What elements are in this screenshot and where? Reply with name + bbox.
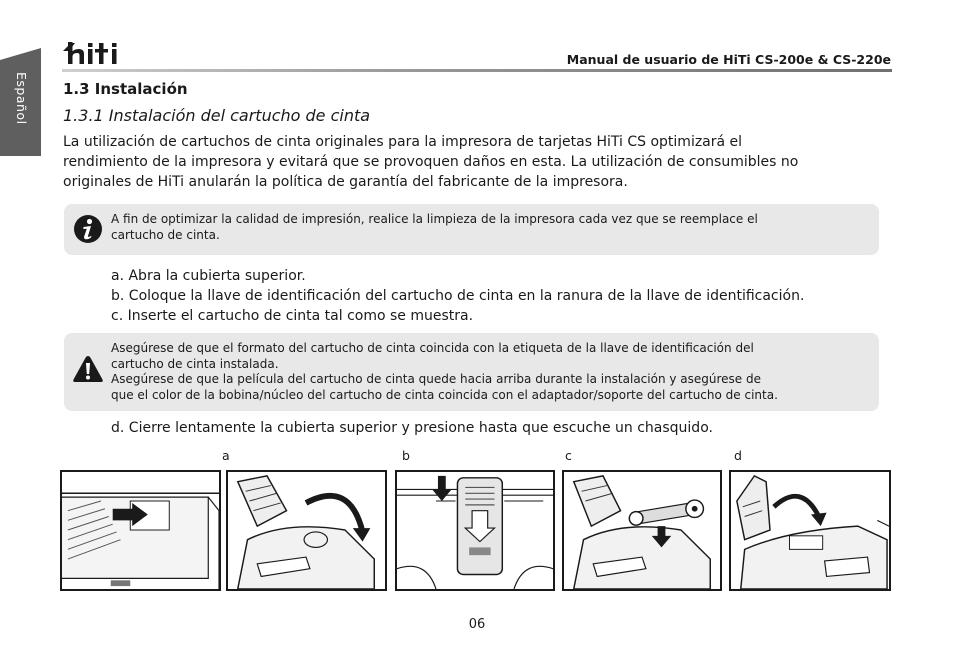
- warning-note-line: Asegúrese de que la película del cartucho de cinta quede hacia arriba durante la instalación y asegúrese de: [111, 372, 761, 386]
- illustration-printer-top: [60, 470, 221, 591]
- header-rule: [62, 69, 892, 72]
- illustration-insert-ribbon: [562, 470, 722, 591]
- step-b: b. Coloque la llave de identificación del cartucho de cinta en la ranura de la llave de identificación.: [111, 288, 805, 304]
- manual-title: Manual de usuario de HiTi CS-200e & CS-220e: [566, 52, 891, 67]
- language-tab-label: Español: [14, 72, 29, 125]
- step-d: d. Cierre lentamente la cubierta superior y presione hasta que escuche un chasquido.: [111, 420, 713, 436]
- step-a: a. Abra la cubierta superior.: [111, 268, 306, 284]
- info-note-line: cartucho de cinta.: [111, 227, 220, 242]
- figure-label-b: b: [402, 448, 410, 463]
- figure-label-c: c: [565, 448, 572, 463]
- intro-line: originales de HiTi anularán la política de garantía del fabricante de la impresora.: [63, 174, 628, 190]
- hiti-logo: [62, 40, 142, 66]
- info-note: [64, 204, 879, 255]
- illustration-id-key: [395, 470, 555, 591]
- figure-label-d: d: [734, 448, 742, 463]
- intro-paragraph: [63, 132, 893, 192]
- info-note-line: A fin de optimizar la calidad de impresión, realice la limpieza de la impresora cada vez que se reemplace el: [111, 212, 758, 226]
- intro-line: La utilización de cartuchos de cinta originales para la impresora de tarjetas HiTi CS optimizará el: [63, 134, 743, 150]
- warning-note-line: que el color de la bobina/núcleo del cartucho de cinta coincida con el adaptador/soporte del cartucho de cinta.: [111, 387, 778, 402]
- info-note-text: [111, 212, 758, 243]
- info-icon: [73, 214, 103, 244]
- illustration-open-cover: [226, 470, 387, 591]
- subsection-heading: 1.3.1 Instalación del cartucho de cinta: [63, 106, 371, 125]
- step-c: c. Inserte el cartucho de cinta tal como se muestra.: [111, 308, 474, 324]
- warning-icon: [72, 354, 104, 384]
- illustration-close-cover: [729, 470, 891, 591]
- warning-note: [64, 333, 879, 411]
- warning-note-line: Asegúrese de que el formato del cartucho de cinta coincida con la etiqueta de la llave de identificación del: [111, 341, 754, 355]
- intro-line: rendimiento de la impresora y evitará que se provoquen daños en esta. La utilización de consumibles no: [63, 154, 799, 170]
- figure-label-a: a: [222, 448, 230, 463]
- warning-note-line: cartucho de cinta instalada.: [111, 356, 279, 371]
- page-number: 06: [468, 617, 486, 632]
- warning-note-text: [111, 341, 778, 403]
- steps-list: [111, 266, 804, 326]
- section-heading: 1.3 Instalación: [63, 80, 188, 98]
